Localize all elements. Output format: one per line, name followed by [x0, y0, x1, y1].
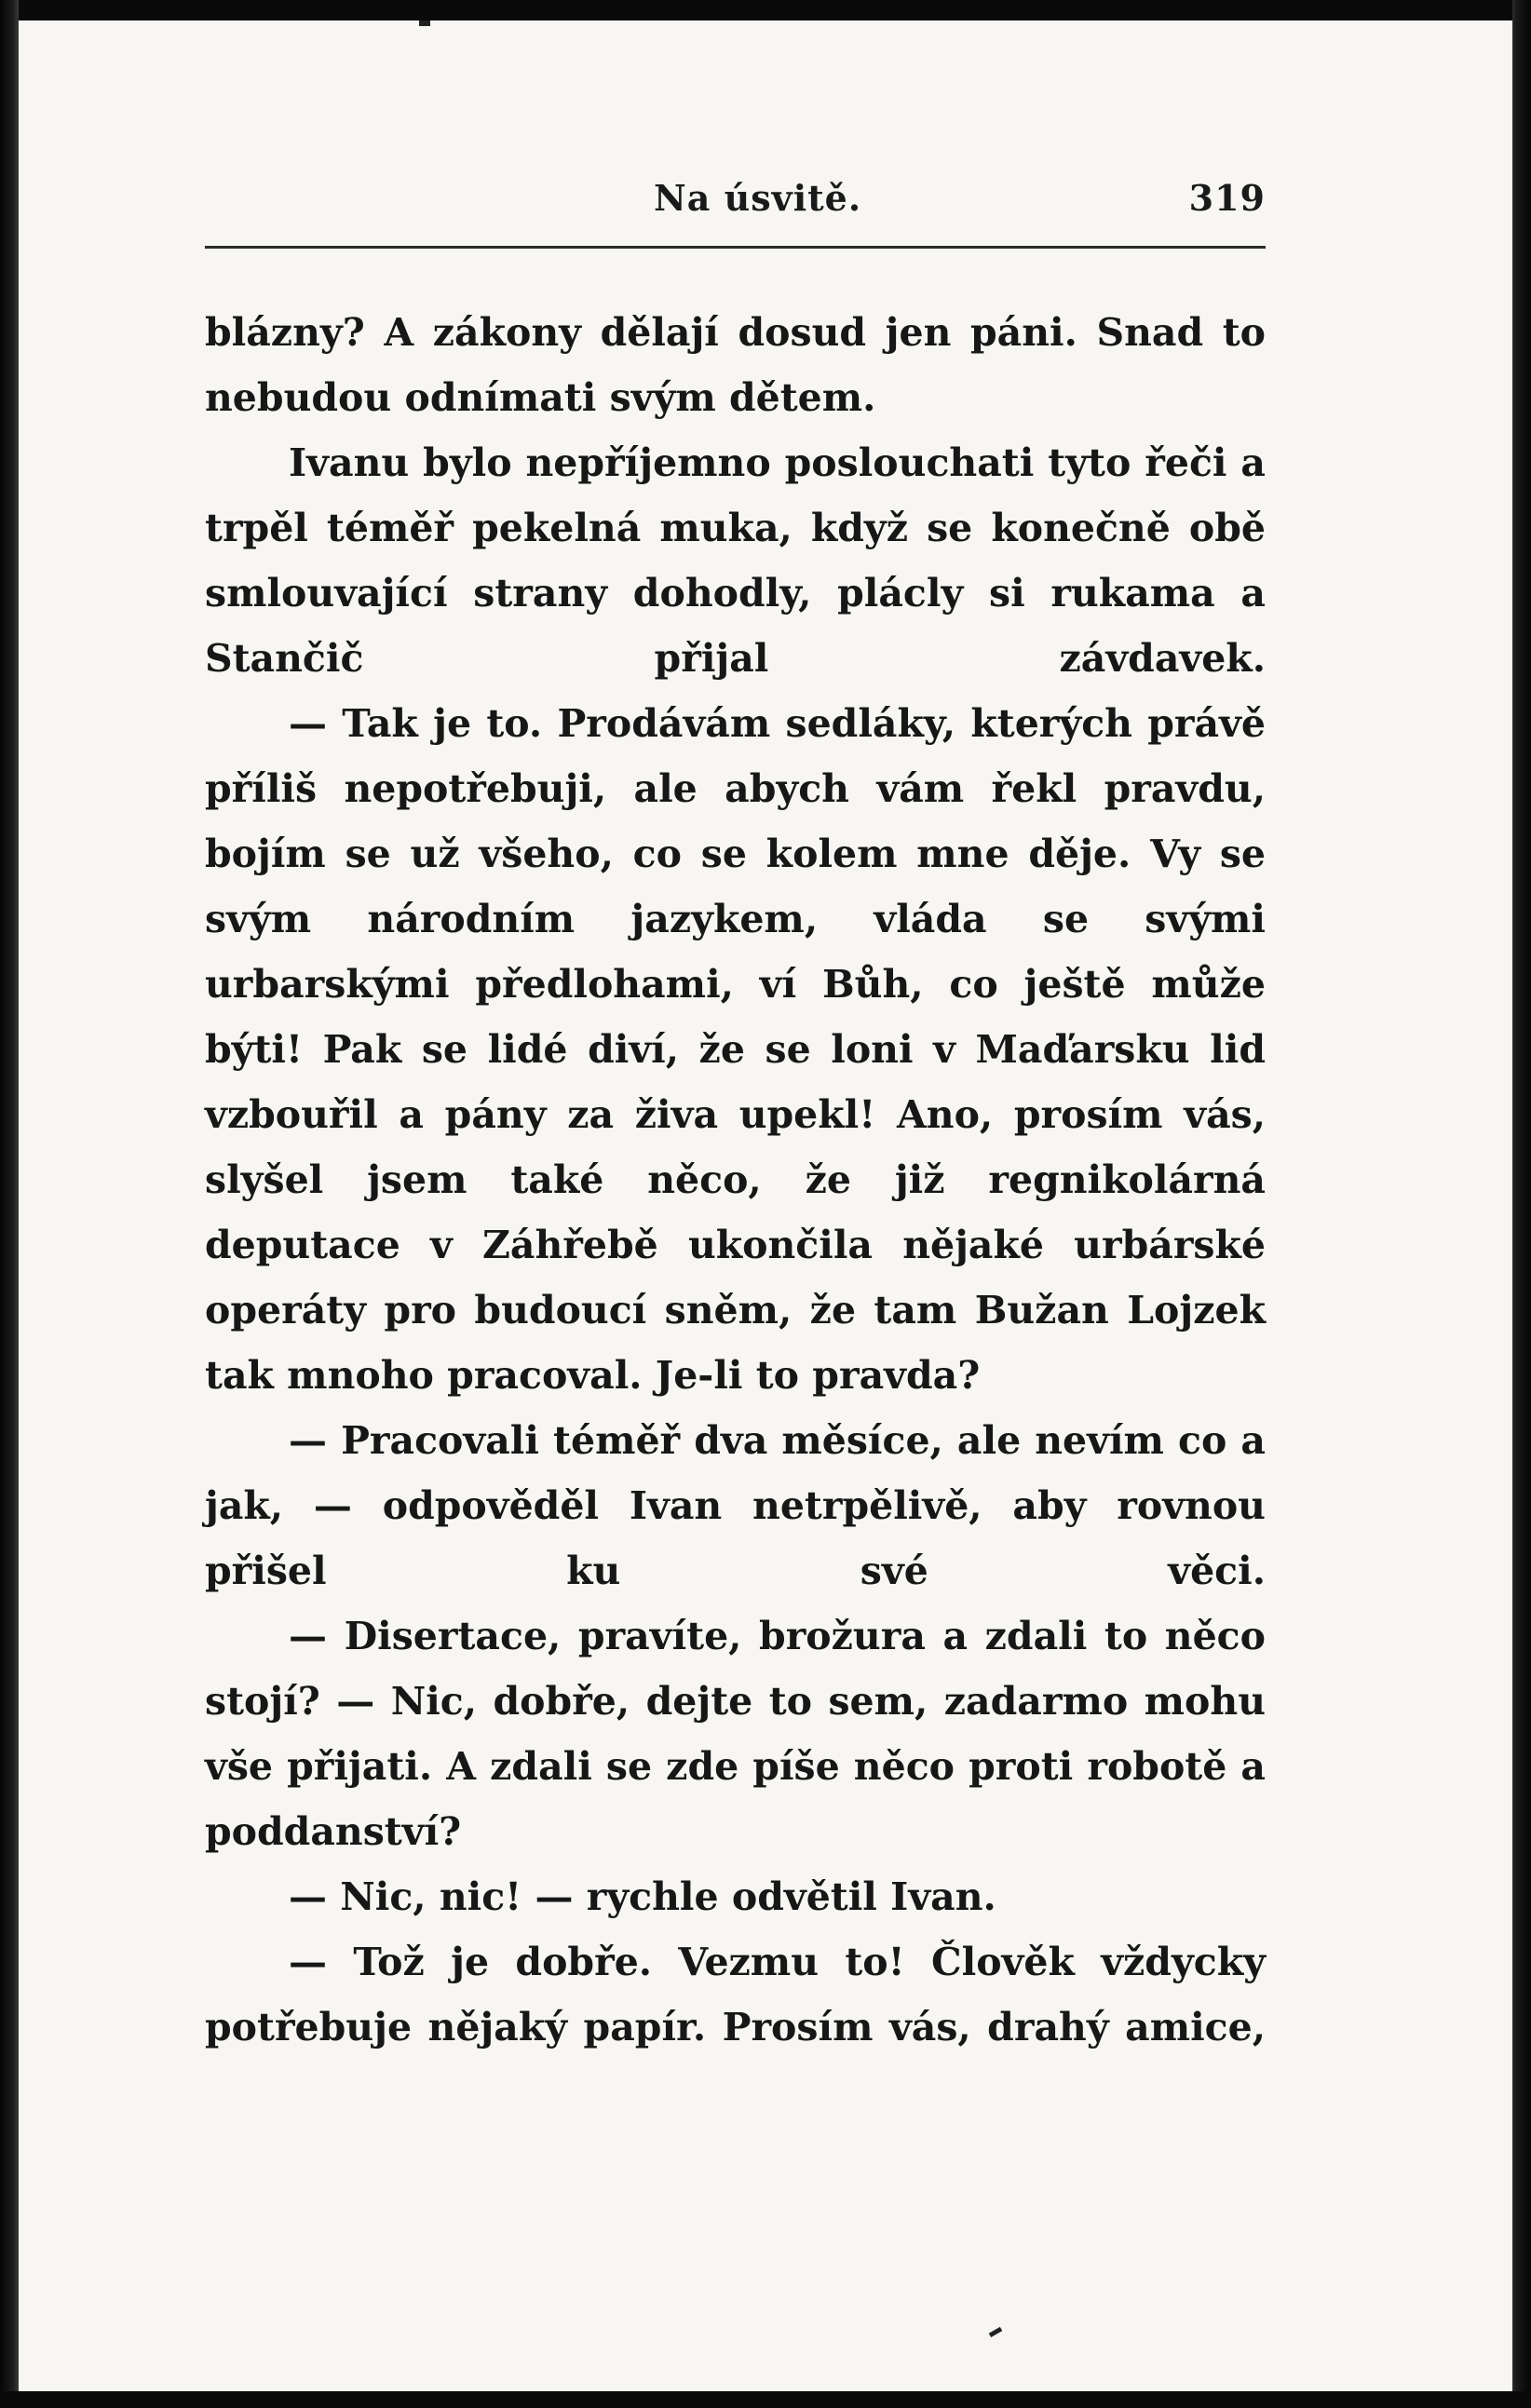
page-header	[205, 162, 1266, 227]
body-text	[205, 300, 1266, 2060]
scan-top-edge	[0, 0, 1531, 20]
running-head: Na úsvitě.	[654, 177, 862, 219]
page-number: 319	[1188, 177, 1266, 219]
paragraph: — Pracovali téměř dva měsíce, ale nevím co a jak, — odpověděl Ivan netrpělivě, aby rovnou přišel ku své věci.	[205, 1418, 1266, 1593]
paragraph: Ivanu bylo nepříjemno poslouchati tyto řeči a trpěl téměř pekelná muka, když se konečně obě smlouvající strany dohodly, plácly si rukama a Stančič přijal závdavek.	[205, 440, 1266, 681]
paragraph: — Nic, nic! — rychle odvětil Ivan.	[289, 1874, 996, 1919]
paragraph: blázny? A zákony dělají dosud jen páni. Snad to nebudou odnímati svým dětem.	[205, 310, 1266, 420]
header-rule	[205, 246, 1266, 249]
print-speck	[419, 20, 430, 26]
scan-bottom-edge	[0, 2391, 1531, 2408]
paragraph: — Tak je to. Prodávám sedláky, kterých právě příliš nepotřebuji, ale abych vám řekl pravdu, bojím se už všeho, co se kolem mne děje. Vy se svým národním jazykem, vláda se svými urbarskými předlohami, ví Bůh, co ještě může býti! Pak se lidé diví, že se loni v Maďarsku lid vzbouřil a pány za živa upekl! Ano, prosím vás, slyšel jsem také něco, že již regnikolárná deputace v Záhřebě ukončila nějaké urbárské operáty pro budoucí sněm, že tam Bužan Lojzek tak mnoho pracoval. Je-li to pravda?	[205, 701, 1266, 1398]
scan-right-edge	[1512, 0, 1531, 2408]
scan-left-edge	[0, 0, 19, 2408]
paragraph: — Disertace, pravíte, brožura a zdali to něco stojí? — Nic, dobře, dejte to sem, zadarmo mohu vše přijati. A zdali se zde píše něco proti robotě a poddanství?	[205, 1614, 1266, 1854]
print-speck	[989, 2327, 1003, 2337]
paragraph: — Tož je dobře. Vezmu to! Člověk vždycky potřebuje nějaký papír. Prosím vás, drahý amice,	[205, 1940, 1266, 2050]
